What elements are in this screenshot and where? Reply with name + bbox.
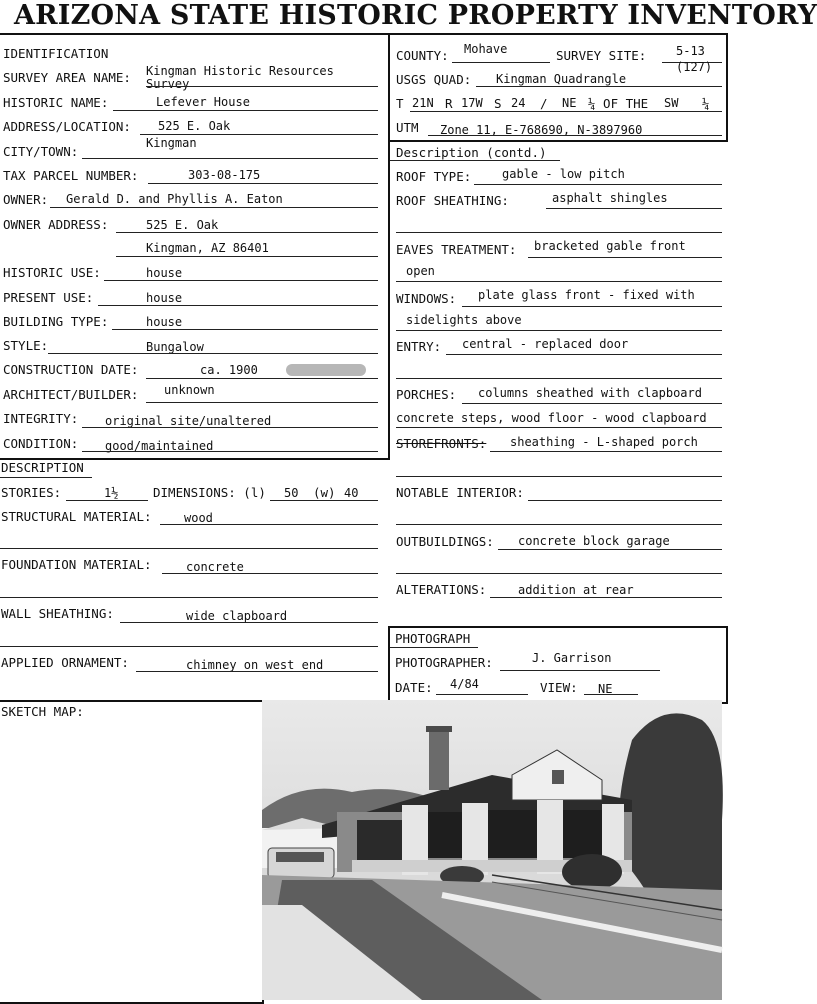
utm-value: Zone 11, E-768690, N-3897960 <box>440 123 643 137</box>
roof-sheathing-label: ROOF SHEATHING: <box>396 193 509 208</box>
survey-area-label: SURVEY AREA NAME: <box>3 70 131 85</box>
view-value: NE <box>598 682 613 696</box>
address-label: ADDRESS/LOCATION: <box>3 119 131 134</box>
usgs-label: USGS QUAD: <box>396 72 472 87</box>
trs-q2-value: SW <box>664 96 679 110</box>
wall-sheathing-value: wide clapboard <box>186 609 288 623</box>
outbuildings-label: OUTBUILDINGS: <box>396 534 494 549</box>
eaves-value2: open <box>406 264 435 278</box>
trs-r: R <box>445 96 453 111</box>
trs-quarter: ¼ <box>702 96 710 111</box>
date-label: DATE: <box>395 680 433 695</box>
city-value: Kingman <box>146 136 197 150</box>
construction-date-value: ca. 1900 <box>200 363 258 377</box>
alterations-value: addition at rear <box>518 583 634 597</box>
foundation-label: FOUNDATION MATERIAL: <box>1 557 152 572</box>
condition-label: CONDITION: <box>3 436 79 451</box>
porches-value2: concrete steps, wood floor - wood clapboard <box>396 411 707 425</box>
form-title: ARIZONA STATE HISTORIC PROPERTY INVENTORY <box>14 0 817 31</box>
trs-q1-value: NE <box>562 96 577 110</box>
eaves-value: bracketed gable front <box>534 239 686 253</box>
owner-address-label: OWNER ADDRESS: <box>3 217 109 232</box>
redaction-smudge <box>286 364 366 376</box>
porches-value: columns sheathed with clapboard <box>478 386 702 400</box>
present-use-label: PRESENT USE: <box>3 290 94 305</box>
structural-value: wood <box>184 511 213 525</box>
trs-r-value: 17W <box>461 96 483 110</box>
outbuildings-value: concrete block garage <box>518 534 670 548</box>
utm-label: UTM <box>396 120 419 135</box>
notable-interior-label: NOTABLE INTERIOR: <box>396 485 524 500</box>
county-label: COUNTY: <box>396 48 449 63</box>
wall-sheathing-label: WALL SHEATHING: <box>1 606 114 621</box>
sketch-map-box <box>0 700 264 1004</box>
present-use-value: house <box>146 291 183 305</box>
porches-label: PORCHES: <box>396 387 457 402</box>
county-value: Mohave <box>464 42 508 56</box>
foundation-value: concrete <box>186 560 244 574</box>
roof-type-value: gable - low pitch <box>502 167 625 181</box>
usgs-value: Kingman Quadrangle <box>496 72 627 86</box>
tax-parcel-label: TAX PARCEL NUMBER: <box>3 168 139 183</box>
owner-address-line1: 525 E. Oak <box>146 218 219 232</box>
survey-site-value: 5-13 <box>676 44 705 58</box>
owner-address-line2: Kingman, AZ 86401 <box>146 241 269 255</box>
trs-s: S <box>494 96 502 111</box>
dimensions-label: DIMENSIONS: (l) <box>153 485 266 500</box>
photographer-value: J. Garrison <box>532 651 612 665</box>
address-value: 525 E. Oak <box>158 119 231 133</box>
survey-site-label: SURVEY SITE: <box>556 48 647 63</box>
architect-label: ARCHITECT/BUILDER: <box>3 387 139 402</box>
building-type-value: house <box>146 315 183 329</box>
survey-area-value: Kingman Historic Resources Survey <box>146 64 334 91</box>
historic-name-label: HISTORIC NAME: <box>3 95 109 110</box>
trs-slash: / <box>540 96 548 111</box>
dimensions-l-value: 50 <box>284 486 299 500</box>
dimensions-w-value: 40 <box>344 486 359 500</box>
alterations-label: ALTERATIONS: <box>396 582 487 597</box>
integrity-label: INTEGRITY: <box>3 411 79 426</box>
construction-date-label: CONSTRUCTION DATE: <box>3 362 139 377</box>
style-value: Bungalow <box>146 340 204 354</box>
trs-of-the: ¼ OF THE <box>588 96 649 111</box>
survey-site-sub: (127) <box>676 60 713 74</box>
structural-label: STRUCTURAL MATERIAL: <box>1 509 152 524</box>
owner-value: Gerald D. and Phyllis A. Eaton <box>66 192 283 206</box>
integrity-value: original site/unaltered <box>105 414 272 428</box>
view-label: VIEW: <box>540 680 578 695</box>
house-photograph <box>262 700 722 1000</box>
stories-value: 1½ <box>104 486 119 500</box>
trs-t: T <box>396 96 404 111</box>
building-type-label: BUILDING TYPE: <box>3 314 109 329</box>
trs-s-value: 24 <box>511 96 526 110</box>
sketch-map-heading: SKETCH MAP: <box>1 704 84 719</box>
ornament-label: APPLIED ORNAMENT: <box>1 655 129 670</box>
roof-sheathing-value: asphalt shingles <box>552 191 668 205</box>
description-heading: DESCRIPTION <box>1 460 84 475</box>
photograph-heading: PHOTOGRAPH <box>395 631 471 646</box>
roof-type-label: ROOF TYPE: <box>396 169 472 184</box>
stories-label: STORIES: <box>1 485 62 500</box>
dimensions-w-label: (w) <box>313 485 336 500</box>
description-contd-heading: Description (contd.) <box>396 145 547 160</box>
historic-name-value: Lefever House <box>156 95 250 109</box>
style-label: STYLE: <box>3 338 49 353</box>
owner-label: OWNER: <box>3 192 49 207</box>
windows-label: WINDOWS: <box>396 291 457 306</box>
windows-value: plate glass front - fixed with <box>478 288 695 302</box>
entry-value: central - replaced door <box>462 337 629 351</box>
identification-heading: IDENTIFICATION <box>3 46 109 61</box>
eaves-label: EAVES TREATMENT: <box>396 242 517 257</box>
historic-use-value: house <box>146 266 183 280</box>
entry-label: ENTRY: <box>396 339 442 354</box>
storefronts-label: STOREFRONTS: <box>396 436 487 451</box>
windows-value2: sidelights above <box>406 313 522 327</box>
ornament-value: chimney on west end <box>186 658 324 672</box>
city-label: CITY/TOWN: <box>3 144 79 159</box>
architect-value: unknown <box>164 383 215 397</box>
photographer-label: PHOTOGRAPHER: <box>395 655 493 670</box>
trs-t-value: 21N <box>412 96 434 110</box>
date-value: 4/84 <box>450 677 479 691</box>
condition-value: good/maintained <box>105 439 214 453</box>
tax-parcel-value: 303-08-175 <box>188 168 261 182</box>
historic-use-label: HISTORIC USE: <box>3 265 101 280</box>
storefronts-value: sheathing - L-shaped porch <box>510 435 698 449</box>
